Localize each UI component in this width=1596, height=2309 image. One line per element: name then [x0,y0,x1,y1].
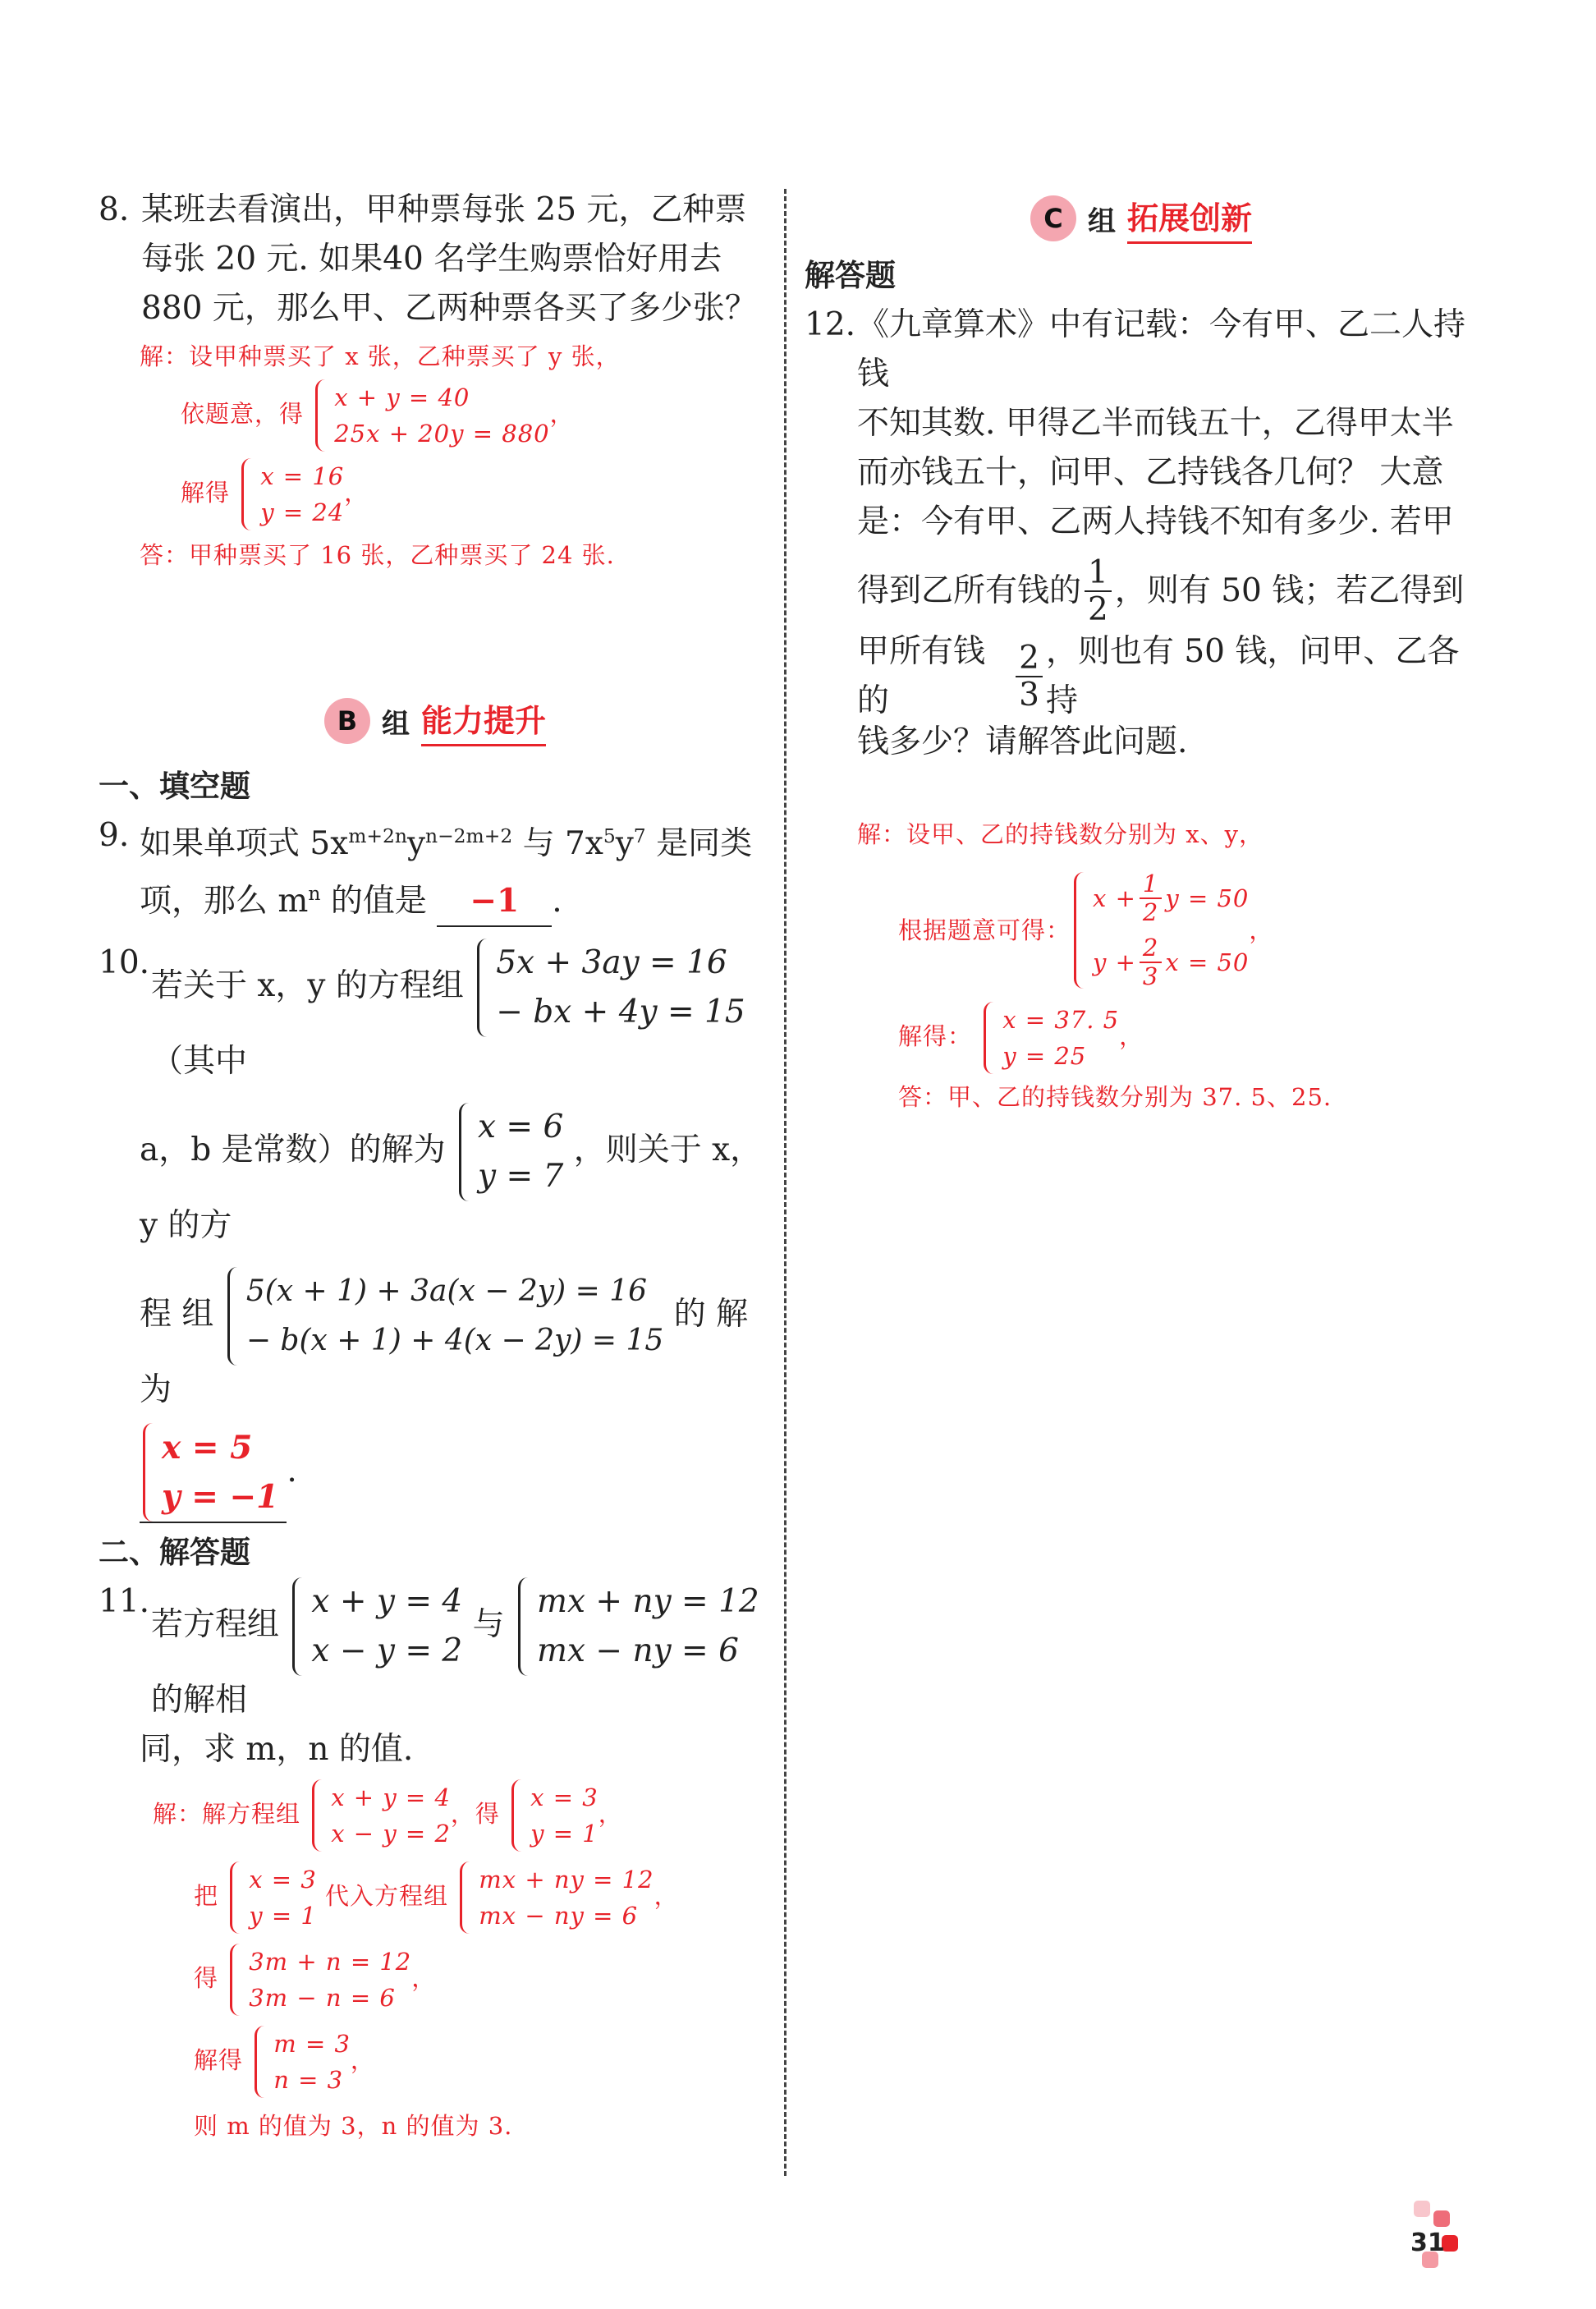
equation: x + y = 4 [311,1583,463,1620]
denominator: 3 [1019,677,1039,714]
answer-final: 答：甲、乙的持钱数分别为 37. 5、25. [898,1083,1332,1111]
section-heading: 一、填空题 [99,769,250,804]
equation-system [1071,872,1249,989]
equation: x + y = 4 [331,1783,451,1811]
text: 的值是 [330,883,427,920]
equation: x = 6 [478,1109,564,1145]
text: y [615,825,634,862]
equation-system [515,1577,759,1676]
solution-system [508,1779,598,1852]
equation-part: x = 50 [1165,948,1250,976]
answer-8: 解：设甲种票买了 x 张，乙种票买了 y 张， 依题意，得 x + y = 40 25x + 20y = 880 ， 解得 x = 16 y = 24 ， 答：甲种票买了 16 张，乙种票买了 24 张. [99,338,772,573]
text: 的 解 为 [140,1296,749,1408]
group-label: 组 [381,707,410,741]
equation-system [224,1267,664,1366]
solution: x = 3 [530,1783,598,1811]
exponent: m+2n [348,824,407,847]
question-11 [99,1577,772,1774]
answer-11: 解：解方程组 x + y = 4 x − y = 2 ，得 x = 3 y = 1 ， 把 x = 3 y = 1 代入方程组 mx + ny = 12 mx − ny = 6 ， 得 3m + n = 12 3m − n = 6 ， 解得 m = 3 n = 3 ， 则 m 的值为 3，n 的值为 3. [99,1779,772,2144]
text-line: 不知其数. 甲得乙半而钱五十，乙得甲太半 [857,405,1454,442]
equation-system [227,1944,411,2016]
question-number: 9. [99,817,130,854]
question-number: 12. [805,306,856,343]
exponent: n [308,882,321,905]
brace [315,379,329,452]
group-letter-badge: C [1030,195,1076,241]
text: 的解相 [151,1682,248,1719]
text: ，则也有 50 钱，问甲、乙各持 [1045,633,1460,719]
column-divider [784,189,787,2176]
answer-line: 解：设甲、乙的持钱数分别为 x、y， [857,820,1264,848]
question-12 [805,301,1478,767]
answer-label: 解得： [898,1022,973,1050]
text: 同，求 m，n 的值. [140,1731,414,1768]
answer-label: 根据题意可得： [898,916,1071,944]
section-heading: 解答题 [805,258,896,293]
equation: 3m + n = 12 [249,1948,412,1976]
equation-system [474,939,745,1037]
brace [227,1267,241,1366]
solution-system [238,458,344,530]
denominator: 2 [1088,591,1108,628]
text-line: 钱多少？请解答此问题. [857,723,1188,760]
answer-label: 解得 [194,2046,244,2074]
solution-system [251,2026,351,2098]
text-line: 而亦钱五十，问甲、乙持钱各几何？ 大意 [857,454,1444,491]
equation-part: y = 50 [1165,884,1250,912]
text: a，b 是常数）的解为 [140,1132,446,1168]
denominator: 2 [1142,898,1159,926]
equation-system [456,1861,654,1934]
text-line: 是：今有甲、乙两人持钱不知有多少. 若甲 [857,503,1454,540]
equation: x + y = 40 [334,383,470,411]
answer-line: 解：设甲种票买了 x 张，乙种票买了 y 张， [140,342,621,370]
equation: − b(x + 1) + 4(x − 2y) = 15 [245,1324,664,1357]
brace [511,1779,525,1852]
fraction [1140,872,1162,925]
solution: m = 3 [273,2030,351,2058]
brace [255,2026,268,2098]
solution: y = 1 [530,1820,598,1848]
answer-label: 得 [194,1964,219,1992]
answer-label: 依题意，得 [181,400,305,428]
equation: y = 7 [478,1158,564,1195]
text: 甲所有钱的 [857,633,986,719]
solution: y = −1 [162,1478,279,1516]
brace [518,1577,532,1676]
question-10: 10. 若关于 x，y 的方程组 5x + 3ay = 16 − bx + 4y = 15 （其中 a，b 是常数）的解为 x = 6 y = 7 ，则关于 x，y 的方 程 组 5(x + 1) + 3a(x − 2y) = 16 − b(x + 1) + 4(x − 2y) = 15 的 解 为 x = 5 y = −1 . [99,939,772,1523]
group-title: 能力提升 [421,695,546,746]
equation-part: x + [1093,884,1136,912]
brace [143,1423,157,1522]
group-title: 拓展创新 [1127,193,1252,244]
equation: x − y = 2 [311,1632,463,1669]
text: 若关于 x，y 的方程组 [151,967,464,1004]
brace [312,1779,326,1852]
brace [459,1103,473,1201]
equation: 3m − n = 6 [249,1984,396,2012]
solution: x = 16 [260,462,345,490]
text: ，则关于 x，y 的方 [140,1132,763,1244]
solution: y = 25 [1002,1042,1087,1070]
left-column [99,181,772,2144]
question-8 [99,186,772,333]
group-letter-badge: B [324,698,370,744]
brace [460,1861,474,1934]
answer-final: 则 m 的值为 3，n 的值为 3. [194,2112,513,2140]
text: 得到乙所有钱的 [857,572,1082,609]
answer-label: 解：解方程组 [153,1800,301,1828]
equation: mx − ny = 6 [537,1632,739,1669]
answer-final: 答：甲种票买了 16 张，乙种票买了 24 张. [140,541,615,569]
brace [230,1944,244,2016]
solution: x = 37. 5 [1002,1006,1120,1034]
question-9: 9. 如果单项式 $5x^{m+2n}y^{n-2m+2}$ 与 $7x^5y^7$ 是同类项，那么 $m^n$ 的值是 −1 . [99,811,772,927]
section-heading: 二、解答题 [99,1535,250,1570]
brace [292,1577,306,1676]
question-text: 某班去看演出，甲种票每张 25 元，乙种票每张 20 元. 如果40 名学生购票恰好用去880 元，那么甲、乙两种票各买了多少张？ [141,191,757,327]
solution: y = 1 [249,1902,317,1930]
group-label: 组 [1087,204,1116,238]
equation-system [309,1779,451,1852]
denominator: 3 [1142,962,1159,990]
solution: y = 24 [260,498,345,526]
fill-blank-answer: −1 [437,876,552,927]
question-number: 8. [99,191,130,228]
brace [230,1861,244,1934]
question-number: 10. [99,944,150,981]
exponent: 5 [603,824,616,847]
brace [984,1002,998,1074]
fraction [1140,936,1162,989]
text: 程 组 [140,1296,214,1333]
answer-label: 解得 [181,479,231,507]
text: 与 [472,1606,505,1643]
right-column [805,181,1478,1115]
answer-12: 解：设甲、乙的持钱数分别为 x、y， 根据题意可得： x + $\frac{1}{2}$ y = 50 y + $\frac{2}{3}$ x = 50 ， 解得： x = 37. 5 y = 25 ， 答：甲、乙的持钱数分别为 37. 5、25. [805,816,1478,1115]
question-number: 11. [99,1583,150,1620]
brace [241,458,255,530]
text: ，则有 50 钱；若乙得到 [1114,572,1465,609]
equation-part: y + [1093,948,1136,976]
text-line: 《九章算术》中有记载：今有甲、乙二人持钱 [857,306,1466,392]
exponent: 7 [633,824,646,847]
numerator: 1 [1085,557,1112,592]
equation: mx + ny = 12 [537,1583,759,1620]
numerator: 2 [1016,642,1043,677]
numerator: 2 [1140,936,1162,963]
solution-system [227,1861,317,1934]
group-c-header [805,194,1478,243]
equation: x − y = 2 [331,1820,451,1848]
equation: mx + ny = 12 [479,1866,654,1894]
exponent: n−2m+2 [425,824,513,847]
solution: n = 3 [273,2066,344,2094]
fraction [1016,640,1043,714]
answer-label: 把 [194,1882,219,1910]
text: 与 7x [522,825,603,862]
equation: 5x + 3ay = 16 [496,944,727,981]
text: （其中 [151,1043,248,1080]
fraction [1085,554,1112,628]
text: 如果单项式 5x [140,825,349,862]
text: 若方程组 [151,1606,280,1643]
solution: x = 5 [162,1429,253,1467]
answer-label: ，得 [450,1800,500,1828]
equation: mx − ny = 6 [479,1902,639,1930]
answer-label: 代入方程组 [325,1882,449,1910]
text: y [406,825,425,862]
decor-hexagon [1414,2201,1430,2217]
brace [477,939,491,1037]
equation: 25x + 20y = 880 [334,420,550,448]
equation-system [456,1103,563,1201]
equation-system [289,1577,462,1676]
solution: x = 3 [249,1866,317,1894]
numerator: 1 [1140,872,1162,899]
text: 是同类项，那么 m [140,825,753,920]
equation: 5(x + 1) + 3a(x − 2y) = 16 [245,1274,648,1308]
fill-blank-answer [140,1423,287,1523]
equation: − bx + 4y = 15 [496,994,745,1031]
solution-system [980,1002,1119,1074]
brace [1074,872,1088,989]
page-number: 31 [1410,2229,1445,2257]
group-b-header [99,696,772,746]
equation-system [312,379,549,452]
decor-hexagon [1433,2210,1450,2227]
